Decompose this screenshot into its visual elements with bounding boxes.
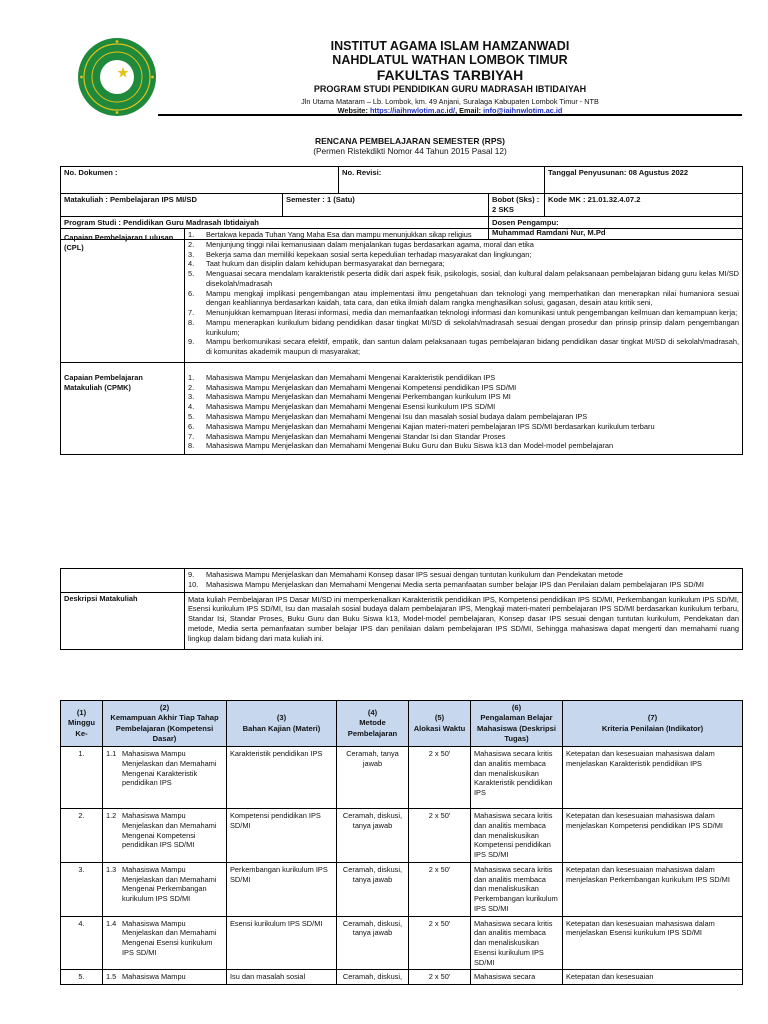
tanggal-penyusunan: Tanggal Penyusunan: 08 Agustus 2022 <box>545 167 743 194</box>
document-subtitle: (Permen Ristekdikti Nomor 44 Tahun 2015 Pasal 12) <box>313 146 507 156</box>
institution-logo-icon <box>77 37 157 117</box>
no-revisi: No. Revisi: <box>339 167 545 194</box>
list-item-text: Mahasiswa Mampu Menjelaskan dan Memahami Mengenai Buku Guru dan Buku Siswa k13 dan Model-model pembelajaran <box>206 441 614 451</box>
list-item <box>188 402 739 412</box>
column-number: (1) <box>76 708 87 718</box>
waktu-cell: 2 x 50' <box>409 862 471 916</box>
list-item-text: Menunjukkan kemampuan literasi informasi, media dan memanfaatkan teknologi informasi dan komunikasi untuk pengembangan keilmuan dan kemampuan kerja; <box>206 308 738 318</box>
weekly-plan-table <box>60 700 743 985</box>
list-item <box>188 432 739 442</box>
kemampuan-text: Mahasiswa Mampu Menjelaskan dan Memahami Mengenai Esensi kurikulum IPS SD/MI <box>122 918 217 957</box>
column-header <box>563 701 743 747</box>
sub-number: 1.3 <box>106 864 117 874</box>
list-item-number: 3. <box>188 392 195 402</box>
kemampuan-cell <box>103 747 227 809</box>
bahan-cell: Esensi kurikulum IPS SD/MI <box>227 916 337 970</box>
cpl-list <box>188 230 739 357</box>
column-header <box>227 701 337 747</box>
column-number: (2) <box>159 703 170 713</box>
week-cell: 1. <box>61 747 103 809</box>
list-item-text: Mahasiswa Mampu Menjelaskan dan Memahami Mengenai Kompetensi pendidikan IPS SD/MI <box>206 382 517 392</box>
list-item-number: 2. <box>188 239 195 249</box>
list-item-text: Menjunjung tinggi nilai kemanusiaan dalam menjalankan tugas berdasarkan agama, moral dan etika <box>206 239 534 249</box>
cpmk-list <box>188 373 739 451</box>
list-item <box>188 250 739 260</box>
list-item <box>188 373 739 383</box>
column-header <box>471 701 563 747</box>
kemampuan-text: Mahasiswa Mampu <box>122 972 186 982</box>
column-label: Kemampuan Akhir Tiap Tahap Pembelajaran (Kompetensi Dasar) <box>110 713 219 743</box>
list-item-text: Bekerja sama dan memiliki kepekaan sosial serta kepedulian terhadap masyarakat dan lingkungan; <box>206 249 532 259</box>
kemampuan-cell <box>103 970 227 985</box>
header-institute: INSTITUT AGAMA ISLAM HAMZANWADI <box>330 39 570 53</box>
list-item <box>188 289 739 309</box>
list-item <box>188 383 739 393</box>
list-item-number: 1. <box>188 230 195 239</box>
kriteria-cell: Ketepatan dan kesesuaian mahasiswa dalam menjelaskan Karakteristik pendidikan IPS <box>563 747 743 809</box>
header-faculty: FAKULTAS TARBIYAH <box>376 67 524 83</box>
column-label: Metode Pembelajaran <box>347 718 398 738</box>
column-number: (6) <box>511 703 522 713</box>
semester <box>283 194 489 217</box>
waktu-cell: 2 x 50' <box>409 747 471 809</box>
column-number: (7) <box>647 713 658 723</box>
list-item-text: Mahasiswa Mampu Menjelaskan dan Memahami Mengenai Esensi kurikulum IPS SD/MI <box>206 402 496 412</box>
weekly-plan-header <box>61 701 743 747</box>
kriteria-cell: Ketepatan dan kesesuaian mahasiswa dalam menjelaskan Kompetensi pendidikan IPS SD/MI <box>563 809 743 863</box>
list-item <box>188 337 739 357</box>
list-item <box>188 269 739 289</box>
list-item-number: 7. <box>188 431 195 441</box>
list-item-number: 8. <box>188 317 195 327</box>
waktu-cell: 2 x 50' <box>409 970 471 985</box>
list-item-text: Mahasiswa Mampu Menjelaskan dan Memahami Konsep dasar IPS sesuai dengan tuntutan kurikulum dan Pendekatan metode <box>206 570 623 579</box>
list-item-number: 3. <box>188 249 195 259</box>
kriteria-cell: Ketepatan dan kesesuaian mahasiswa dalam menjelaskan Esensi kurikulum IPS SD/MI <box>563 916 743 970</box>
kriteria-cell: Ketepatan dan kesesuaian <box>563 970 743 985</box>
header-program: PROGRAM STUDI PENDIDIKAN GURU MADRASAH IBTIDAIYAH <box>313 84 587 94</box>
metode-cell: Ceramah, diskusi, tanya jawab <box>337 916 409 970</box>
metode-cell: Ceramah, diskusi, tanya jawab <box>337 862 409 916</box>
list-item-number: 5. <box>188 412 195 422</box>
column-number: (4) <box>367 708 378 718</box>
table-row <box>61 809 743 863</box>
waktu-cell: 2 x 50' <box>409 916 471 970</box>
pengalaman-cell: Mahasiswa secara kritis dan analitis membaca dan menaliskusikan Perkembangan kurikulum IPS SD/MI <box>471 862 563 916</box>
table-row <box>61 747 743 809</box>
list-item <box>188 422 739 432</box>
header-divider <box>158 114 742 116</box>
sub-number: 1.5 <box>106 972 117 982</box>
list-item-number: 1. <box>188 372 195 382</box>
list-item-number: 7. <box>188 308 195 318</box>
week-cell: 4. <box>61 916 103 970</box>
table-row <box>61 916 743 970</box>
week-cell: 5. <box>61 970 103 985</box>
kemampuan-text: Mahasiswa Mampu Menjelaskan dan Memahami Mengenai Perkembangan kurikulum IPS SD/MI <box>122 864 217 904</box>
list-item-number: 4. <box>188 402 195 412</box>
list-item-text: Mahasiswa Mampu Menjelaskan dan Memahami Mengenai Karakteristik pendidikan IPS <box>206 372 496 382</box>
website-link[interactable]: https://iaihnwlotim.ac.id/ <box>369 106 456 115</box>
bahan-cell: Karakteristik pendidikan IPS <box>227 747 337 809</box>
table-row <box>61 862 743 916</box>
list-item-text: Mahasiswa Mampu Menjelaskan dan Memahami Mengenai Kajian materi-materi pembelajaran IPS SD/MI berdasarkan kurikulum terbaru <box>206 421 655 431</box>
pengalaman-cell: Mahasiswa secara kritis dan analitis membaca dan menaliskusikan Karakteristik pendidikan IPS <box>471 747 563 809</box>
sub-number: 1.2 <box>106 811 117 820</box>
dosen-name: Muhammad Ramdani Nur, M.Pd <box>492 228 606 238</box>
email-label: Email: <box>459 106 482 115</box>
semester-text: Semester : 1 (Satu) <box>286 195 355 204</box>
column-header <box>337 701 409 747</box>
list-item-text: Mampu berkomunikasi secara efektif, empatik, dan santun dalam pelaksanaan tugas pembelajaran bidang pendidikan dasar tingkat MI/SD di sekolah/madrasah, di komunitas akademik maupun di masyarakat; <box>206 337 739 357</box>
website-label: Website: <box>337 106 368 115</box>
email-link[interactable]: info@iaihnwlotim.ac.id <box>483 106 563 115</box>
program-studi: Program Studi : Pendidikan Guru Madrasah Ibtidaiyah <box>61 217 489 240</box>
column-label: Kriteria Penilaian (Indikator) <box>601 723 704 733</box>
list-item <box>188 259 739 269</box>
header-contact: Website: https://iaihnwlotim.ac.id/, Email: info@iaihnwlotim.ac.id <box>337 106 563 115</box>
list-item-text: Bertakwa kepada Tuhan Yang Maha Esa dan mampu menunjukkan sikap religius <box>206 230 472 239</box>
table-row <box>61 970 743 985</box>
list-item-text: Mahasiswa Mampu Menjelaskan dan Memahami Mengenai Perkembangan kurikulum IPS MI <box>206 392 511 402</box>
column-header <box>61 701 103 747</box>
kemampuan-text: Mahasiswa Mampu Menjelaskan dan Memahami Mengenai Karakteristik pendidikan IPS <box>122 749 217 788</box>
column-label: Minggu Ke- <box>68 718 95 738</box>
no-dokumen: No. Dokumen : <box>61 167 339 194</box>
column-number: (3) <box>276 713 287 723</box>
list-item <box>188 392 739 402</box>
column-header <box>103 701 227 747</box>
list-item <box>188 230 739 240</box>
list-item <box>188 441 739 451</box>
metode-cell: Ceramah, tanya jawab <box>337 747 409 809</box>
bahan-cell: Isu dan masalah sosial <box>227 970 337 985</box>
bahan-cell: Perkembangan kurikulum IPS SD/MI <box>227 862 337 916</box>
cpmk-cont-list <box>188 570 739 590</box>
list-item-text: Mampu mengkaji implikasi pengembangan atau implementasi ilmu pengetahuan dan teknologi yang memperhatikan dan menerapkan nilai humaniora sesuai dengan keahliannya berdasarkan kaidah, tata cara, dan etika ilmiah dalam rangka menghasilkan solusi, gagasan, desain atau kritik seni, <box>206 288 739 308</box>
list-item <box>188 570 739 580</box>
pengalaman-cell: Mahasiswa secara kritis dan analitis membaca dan menaliskusikan Kompetensi pendidikan IPS SD/MI <box>471 809 563 863</box>
capaian-table <box>60 228 743 455</box>
header-address: Jln Utama Mataram – Lb. Lombok, km. 49 Anjani, Suralaga Kabupaten Lombok Timur - NTB <box>301 97 599 106</box>
deskripsi-label: Deskripsi Matakuliah <box>61 592 185 650</box>
deskripsi-text: Mata kuliah Pembelajaran IPS Dasar MI/SD ini memperkenalkan Karakteristik pendidikan IPS, Kompetensi pendidikan IPS SD/MI, Perkembangan kurikulum IPS SD/MI, Esensi kurikulum IPS SD/MI, Isu dan masalah sosial budaya dalam pembelajaran IPS, Mengkaji materi-materi pembelajaran IPS SD/MI berdasarkan kurikulum terbaru, Standar Isi, Standar Proses, Buku Guru dan Buku Siswa k13, Model-model pembelajaran, Konsep dasar IPS sesuai dengan tuntutan kurikulum, Pendekatan dan metode, Media serta pemanfaatan sumber belajar IPS dan penilaian dalam pembelajaran IPS SD/MI, Sehingga mahasiswa dapat mengerti dan memahami ruang lingkup dalam bidang dari mata kuliah ini. <box>185 592 743 650</box>
list-item <box>188 580 739 590</box>
bobot-sks: Bobot (Sks) : 2 SKS <box>489 194 545 217</box>
column-label: Pengalaman Belajar Mahasiswa (Deskripsi Tugas) <box>477 713 556 743</box>
list-item <box>188 240 739 250</box>
cpl-label: Capaian Pembelajaran Lulusan (CPL) <box>61 229 185 363</box>
column-label: Alokasi Waktu <box>413 723 466 733</box>
kriteria-cell: Ketepatan dan kesesuaian mahasiswa dalam menjelaskan Perkembangan kurikulum IPS SD/MI <box>563 862 743 916</box>
list-item-text: Mahasiswa Mampu Menjelaskan dan Memahami Mengenai Isu dan masalah sosial budaya dalam pembelajaran IPS <box>206 412 588 422</box>
list-item-number: 9. <box>188 337 195 347</box>
list-item-text: Taat hukum dan disiplin dalam kehidupan bermasyarakat dan bernegara; <box>206 259 445 269</box>
pengalaman-cell: Mahasiswa secara kritis dan analitis membaca dan menaliskusikan Esensi kurikulum IPS SD/MI <box>471 916 563 970</box>
list-item <box>188 412 739 422</box>
list-item-number: 8. <box>188 441 195 451</box>
waktu-cell: 2 x 50' <box>409 809 471 863</box>
list-item-number: 5. <box>188 269 195 279</box>
sub-number: 1.1 <box>106 749 117 758</box>
kemampuan-cell <box>103 809 227 863</box>
kemampuan-cell <box>103 916 227 970</box>
cpmk-cont-label <box>61 569 185 593</box>
list-item-text: Mampu menerapkan kurikulum bidang pendidikan dasar tingkat MI/SD di sekolah/madrasah sesuai dengan prosedur dan prinsip prinsip dalam pengembangan kurikulum; <box>206 317 739 337</box>
kode-mk: Kode MK : 21.01.32.4.07.2 <box>545 194 743 217</box>
list-item-number: 4. <box>188 259 195 269</box>
sub-number: 1.4 <box>106 918 117 928</box>
list-item <box>188 308 739 318</box>
list-item-number: 10. <box>188 579 199 589</box>
list-item-number: 6. <box>188 288 195 298</box>
cpmk-label: Capaian Pembelajaran Matakuliah (CPMK) <box>61 362 185 454</box>
list-item <box>188 318 739 338</box>
column-number: (5) <box>434 713 445 723</box>
list-item-number: 2. <box>188 382 195 392</box>
metode-cell: Ceramah, diskusi, tanya jawab <box>337 809 409 863</box>
kemampuan-text: Mahasiswa Mampu Menjelaskan dan Memahami Mengenai Kompetensi pendidikan IPS SD/MI <box>122 811 217 850</box>
list-item-text: Menguasai secara mendalam karakteristik peserta didik dari aspek fisik, psikologis, sosial, dan kultural dalam pelaksanaan pembelajaran bidang guru kelas MI/SD disekolah/madrasah <box>206 269 739 288</box>
week-cell: 2. <box>61 809 103 863</box>
metode-cell: Ceramah, diskusi, <box>337 970 409 985</box>
pengalaman-cell: Mahasiswa secara <box>471 970 563 985</box>
matakuliah: Matakuliah : Pembelajaran IPS MI/SD <box>61 194 283 217</box>
list-item-text: Mahasiswa Mampu Menjelaskan dan Memahami Mengenai Standar Isi dan Standar Proses <box>206 431 506 441</box>
bahan-cell: Kompetensi pendidikan IPS SD/MI <box>227 809 337 863</box>
dosen-label: Dosen Pengampu: <box>492 218 559 228</box>
kemampuan-cell <box>103 862 227 916</box>
document-title: RENCANA PEMBELAJARAN SEMESTER (RPS) <box>314 136 505 146</box>
list-item-number: 6. <box>188 421 195 431</box>
list-item-text: Mahasiswa Mampu Menjelaskan dan Memahami Mengenai Media serta pemanfaatan sumber belajar IPS dan Penilaian dalam pembelajaran IPS SD/MI <box>206 579 704 589</box>
column-header <box>409 701 471 747</box>
column-label: Bahan Kajian (Materi) <box>242 723 321 733</box>
header-organization: NAHDLATUL WATHAN LOMBOK TIMUR <box>332 53 568 67</box>
list-item-number: 9. <box>188 570 195 579</box>
week-cell: 3. <box>61 862 103 916</box>
deskripsi-table <box>60 568 743 650</box>
